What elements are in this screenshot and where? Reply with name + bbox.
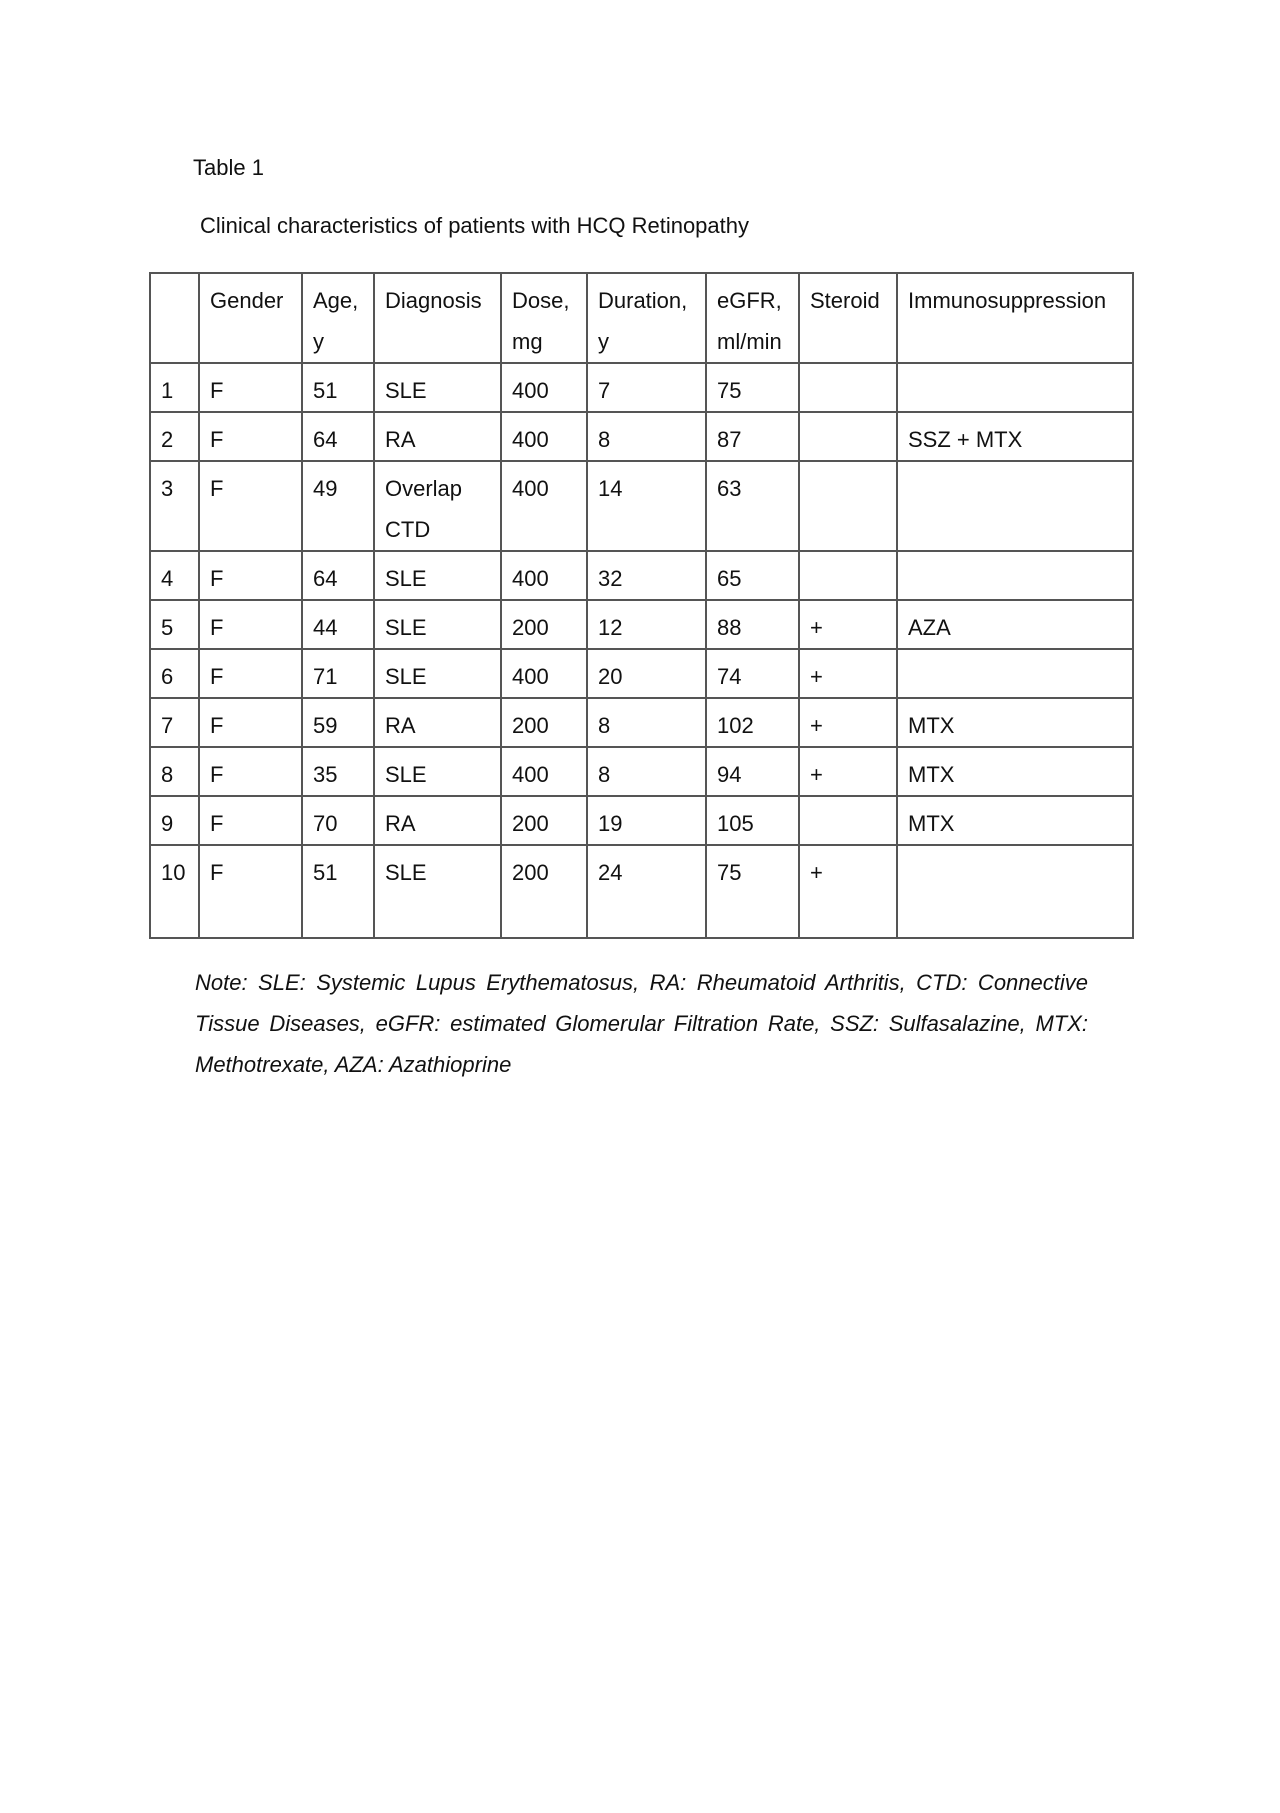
table-cell: RA <box>374 796 501 845</box>
table-cell: 7 <box>587 363 706 412</box>
table-cell: 75 <box>706 363 799 412</box>
table-row <box>150 551 1133 600</box>
table-cell: 71 <box>302 649 374 698</box>
table-cell: F <box>199 363 302 412</box>
table-cell: 88 <box>706 600 799 649</box>
table-cell: F <box>199 461 302 551</box>
header-cell: Steroid <box>799 273 897 363</box>
table-cell: SLE <box>374 551 501 600</box>
table-cell <box>799 796 897 845</box>
table-cell: AZA <box>897 600 1133 649</box>
table-cell: 400 <box>501 551 587 600</box>
table-cell: + <box>799 600 897 649</box>
table-cell <box>897 649 1133 698</box>
table-cell: 200 <box>501 698 587 747</box>
table-cell: 70 <box>302 796 374 845</box>
table-cell: 75 <box>706 845 799 938</box>
table-cell: F <box>199 796 302 845</box>
table-cell: SLE <box>374 363 501 412</box>
table-cell: 6 <box>150 649 199 698</box>
table-cell: 400 <box>501 649 587 698</box>
header-cell: Dose, mg <box>501 273 587 363</box>
table-cell: 400 <box>501 747 587 796</box>
table-cell: 19 <box>587 796 706 845</box>
table-cell: 102 <box>706 698 799 747</box>
table-row <box>150 600 1133 649</box>
table-cell: SSZ + MTX <box>897 412 1133 461</box>
table-cell: F <box>199 747 302 796</box>
table-cell: 400 <box>501 412 587 461</box>
table-cell: 20 <box>587 649 706 698</box>
table-cell: F <box>199 551 302 600</box>
table-cell: Overlap CTD <box>374 461 501 551</box>
table-row <box>150 845 1133 938</box>
table-cell <box>897 845 1133 938</box>
table-cell: F <box>199 600 302 649</box>
table-cell: 51 <box>302 845 374 938</box>
table-cell <box>799 363 897 412</box>
table-cell: + <box>799 747 897 796</box>
table-cell: 8 <box>587 412 706 461</box>
table-cell: 400 <box>501 363 587 412</box>
table-cell: 14 <box>587 461 706 551</box>
header-cell: eGFR, ml/min <box>706 273 799 363</box>
table-cell: MTX <box>897 747 1133 796</box>
table-cell: 12 <box>587 600 706 649</box>
table-cell: + <box>799 698 897 747</box>
header-cell: Diagnosis <box>374 273 501 363</box>
table-row <box>150 363 1133 412</box>
table-cell: 49 <box>302 461 374 551</box>
header-cell <box>150 273 199 363</box>
table-cell: F <box>199 845 302 938</box>
table-cell: 5 <box>150 600 199 649</box>
table-cell: RA <box>374 412 501 461</box>
table-cell <box>897 461 1133 551</box>
header-row <box>150 273 1133 363</box>
table-row <box>150 649 1133 698</box>
table-cell: RA <box>374 698 501 747</box>
table-cell: 87 <box>706 412 799 461</box>
table-cell <box>897 363 1133 412</box>
table-label: Table 1 <box>193 155 264 180</box>
table-cell: 65 <box>706 551 799 600</box>
table-caption: Clinical characteristics of patients with HCQ Retinopathy <box>200 213 750 238</box>
table-cell: 63 <box>706 461 799 551</box>
table-cell: 1 <box>150 363 199 412</box>
table-cell: 59 <box>302 698 374 747</box>
table-cell: 51 <box>302 363 374 412</box>
table-cell: MTX <box>897 698 1133 747</box>
table-cell: 400 <box>501 461 587 551</box>
header-cell: Duration, y <box>587 273 706 363</box>
table-cell: F <box>199 412 302 461</box>
table-cell <box>799 461 897 551</box>
table-row <box>150 796 1133 845</box>
table-cell: 3 <box>150 461 199 551</box>
table-row <box>150 461 1133 551</box>
table-cell: SLE <box>374 747 501 796</box>
table-cell: SLE <box>374 600 501 649</box>
table-row <box>150 747 1133 796</box>
table-cell <box>799 412 897 461</box>
header-cell: Immunosuppression <box>897 273 1133 363</box>
table-cell: + <box>799 649 897 698</box>
table-cell: 44 <box>302 600 374 649</box>
table-cell: 9 <box>150 796 199 845</box>
table-cell: MTX <box>897 796 1133 845</box>
table-cell: 200 <box>501 845 587 938</box>
table-cell: 7 <box>150 698 199 747</box>
table-cell <box>799 551 897 600</box>
table-cell: 94 <box>706 747 799 796</box>
table-row <box>150 412 1133 461</box>
table-cell: 105 <box>706 796 799 845</box>
table-cell: 74 <box>706 649 799 698</box>
header-cell: Age, y <box>302 273 374 363</box>
table-cell: F <box>199 649 302 698</box>
table-cell: 35 <box>302 747 374 796</box>
table-cell: 8 <box>150 747 199 796</box>
table-cell: 8 <box>587 747 706 796</box>
table-cell: F <box>199 698 302 747</box>
table-cell: 64 <box>302 551 374 600</box>
table-cell <box>897 551 1133 600</box>
table-cell: SLE <box>374 649 501 698</box>
table-cell: 4 <box>150 551 199 600</box>
table-cell: 2 <box>150 412 199 461</box>
table-cell: 24 <box>587 845 706 938</box>
table-cell: 64 <box>302 412 374 461</box>
header-cell: Gender <box>199 273 302 363</box>
table-cell: SLE <box>374 845 501 938</box>
table-cell: 32 <box>587 551 706 600</box>
table-cell: 200 <box>501 796 587 845</box>
table-cell: + <box>799 845 897 938</box>
patient-table <box>149 272 1134 939</box>
table-note: Note: SLE: Systemic Lupus Erythematosus, RA: Rheumatoid Arthritis, CTD: Connective Tissue Diseases, eGFR: estimated Glomerular Filtration Rate, SSZ: Sulfasalazine, MTX: Methotrexate, AZA: Azathioprine <box>195 970 1088 1077</box>
table-cell: 200 <box>501 600 587 649</box>
table-cell: 8 <box>587 698 706 747</box>
table-row <box>150 698 1133 747</box>
table-cell: 10 <box>150 845 199 938</box>
